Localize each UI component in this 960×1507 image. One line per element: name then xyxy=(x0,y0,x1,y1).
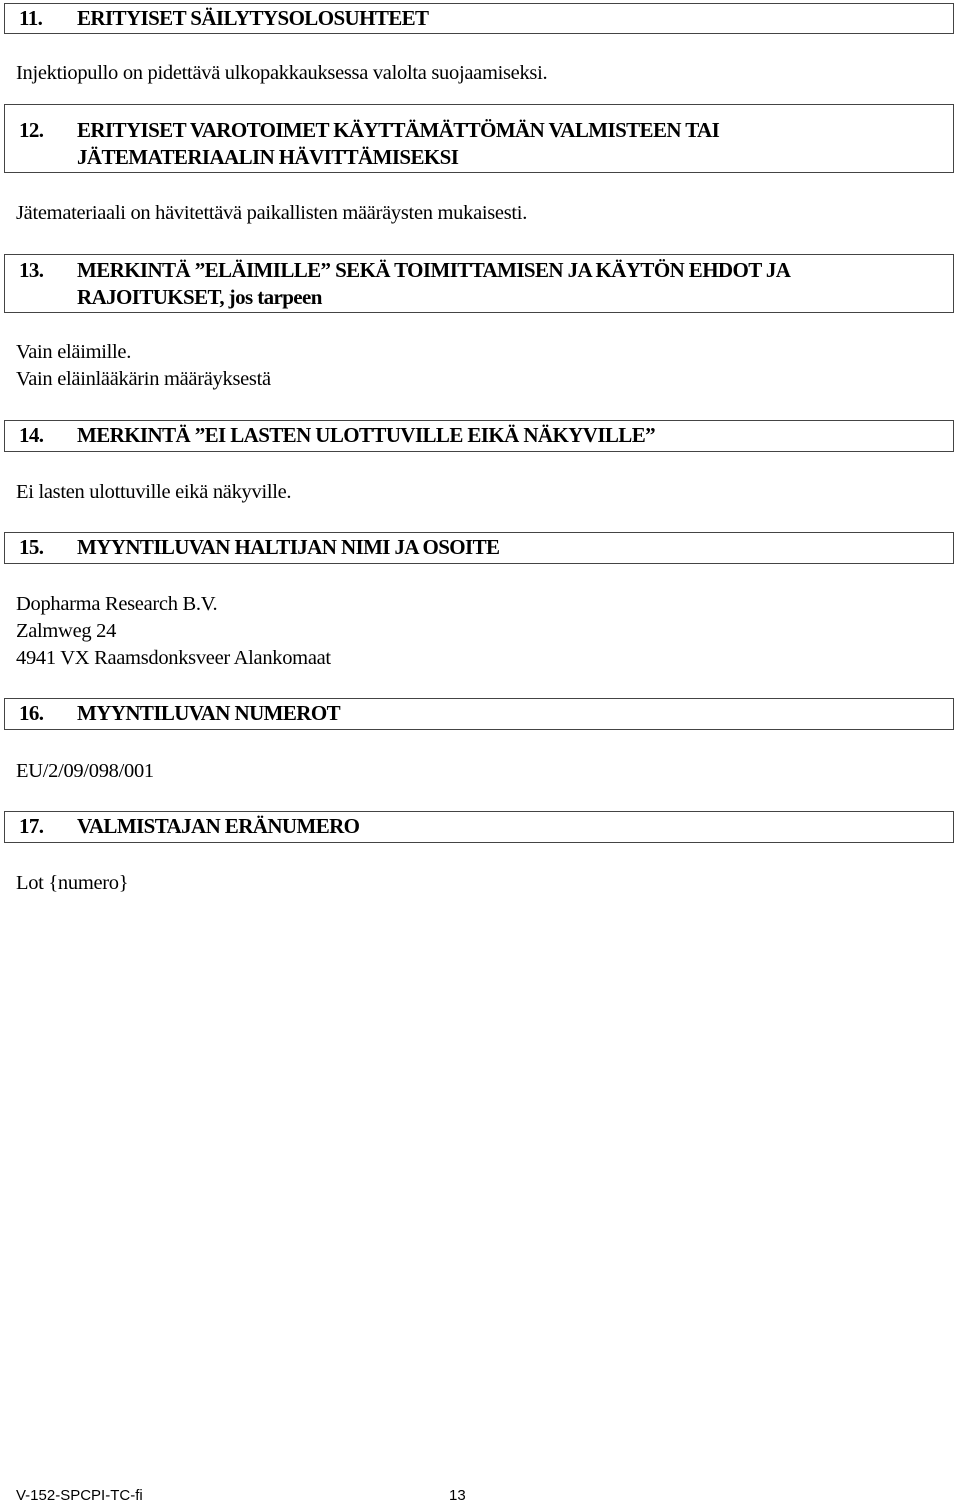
section-number: 11. xyxy=(19,6,43,30)
holder-city: 4941 VX Raamsdonksveer Alankomaat xyxy=(16,647,331,669)
section-13-text-1: Vain eläimille. xyxy=(16,341,132,363)
authorisation-number: EU/2/09/098/001 xyxy=(16,760,154,782)
section-title: MYYNTILUVAN HALTIJAN NIMI JA OSOITE xyxy=(77,535,500,559)
section-12-header xyxy=(4,104,954,173)
section-number: 16. xyxy=(19,701,44,725)
footer-doc-code: V-152-SPCPI-TC-fi xyxy=(16,1487,143,1504)
section-number: 15. xyxy=(19,535,44,559)
section-11-header xyxy=(4,3,954,34)
section-title-line-2: RAJOITUKSET, jos tarpeen xyxy=(77,285,322,309)
section-title-line-1: ERITYISET VAROTOIMET KÄYTTÄMÄTTÖMÄN VALMISTEEN TAI xyxy=(77,118,720,142)
section-14-header xyxy=(4,420,954,452)
section-17-header xyxy=(4,811,954,843)
section-title: VALMISTAJAN ERÄNUMERO xyxy=(77,814,360,838)
holder-name: Dopharma Research B.V. xyxy=(16,593,218,615)
section-number: 13. xyxy=(19,258,44,282)
section-number: 17. xyxy=(19,814,44,838)
section-15-header xyxy=(4,532,954,564)
section-13-text-2: Vain eläinlääkärin määräyksestä xyxy=(16,368,271,390)
section-title: ERITYISET SÄILYTYSOLOSUHTEET xyxy=(77,6,429,30)
section-title-line-2: JÄTEMATERIAALIN HÄVITTÄMISEKSI xyxy=(77,145,459,169)
section-12-text: Jätemateriaali on hävitettävä paikallisten määräysten mukaisesti. xyxy=(16,202,528,224)
section-title: MERKINTÄ ”EI LASTEN ULOTTUVILLE EIKÄ NÄKYVILLE” xyxy=(77,423,656,447)
section-13-header xyxy=(4,254,954,313)
footer-page-number: 13 xyxy=(449,1487,466,1504)
section-title: MYYNTILUVAN NUMEROT xyxy=(77,701,340,725)
section-number: 14. xyxy=(19,423,44,447)
section-title-line-1: MERKINTÄ ”ELÄIMILLE” SEKÄ TOIMITTAMISEN JA KÄYTÖN EHDOT JA xyxy=(77,258,791,282)
section-16-header xyxy=(4,698,954,730)
section-number: 12. xyxy=(19,118,44,142)
batch-number: Lot {numero} xyxy=(16,872,129,894)
holder-street: Zalmweg 24 xyxy=(16,620,117,642)
section-11-text: Injektiopullo on pidettävä ulkopakkauksessa valolta suojaamiseksi. xyxy=(16,62,548,84)
section-14-text: Ei lasten ulottuville eikä näkyville. xyxy=(16,481,292,503)
